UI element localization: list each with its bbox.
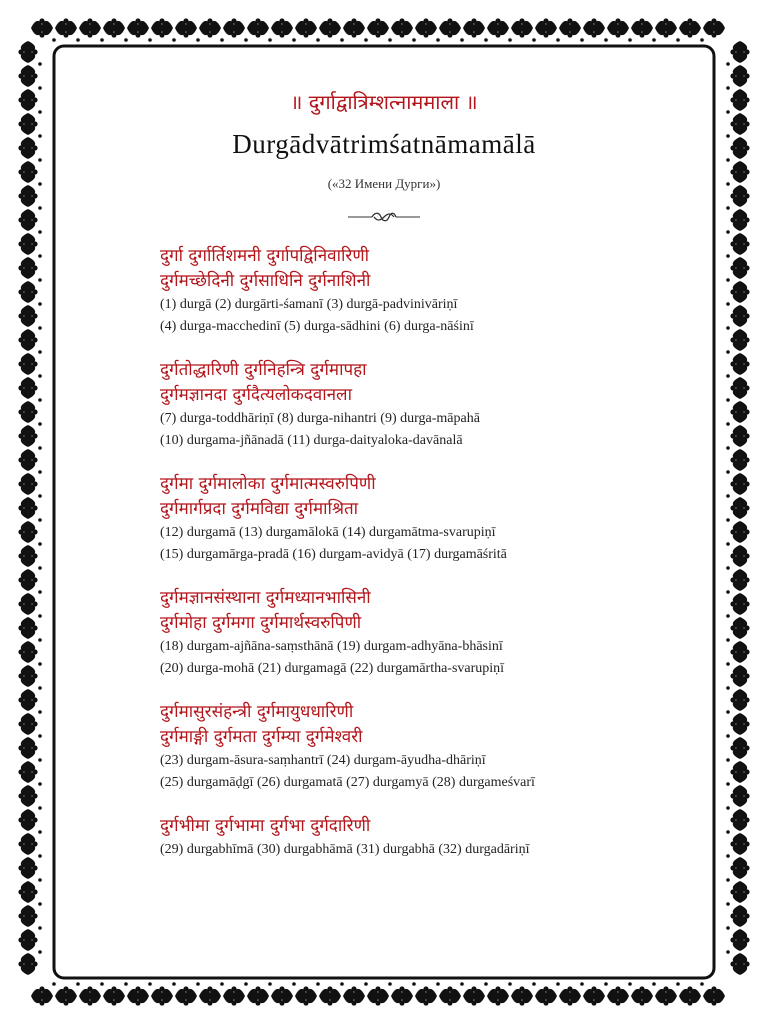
border-dot <box>726 806 730 810</box>
border-motif <box>730 305 749 327</box>
border-dot <box>316 982 320 986</box>
border-dot <box>268 982 272 986</box>
verse-transliteration-line: (1) durgā (2) durgārti-śamanī (3) durgā-padvinivāriṇī <box>160 297 458 312</box>
border-dot <box>316 38 320 42</box>
border-dot <box>412 38 416 42</box>
border-motif <box>439 986 461 1005</box>
border-motif <box>730 545 749 567</box>
border-motif <box>18 497 37 519</box>
border-dot <box>700 982 704 986</box>
border-motif <box>18 281 37 303</box>
border-dot <box>38 590 42 594</box>
border-dot <box>38 878 42 882</box>
border-dot <box>340 982 344 986</box>
border-dot <box>676 982 680 986</box>
verse-transliteration-line: (29) durgabhīmā (30) durgabhāmā (31) durgabhā (32) durgadāriṇī <box>160 842 530 857</box>
border-dot <box>38 374 42 378</box>
border-motif <box>295 18 317 37</box>
border-motif <box>730 281 749 303</box>
border-motif <box>391 18 413 37</box>
border-motif <box>319 18 341 37</box>
title-devanagari: ॥ दुर्गाद्वात्रिम्शत्नाममाला ॥ <box>290 90 478 114</box>
border-motif <box>247 986 269 1005</box>
border-dot <box>556 982 560 986</box>
border-motif <box>127 986 149 1005</box>
border-dot <box>148 38 152 42</box>
border-motif <box>631 18 653 37</box>
border-dot <box>726 662 730 666</box>
border-dot <box>726 230 730 234</box>
verse-block <box>160 814 720 861</box>
border-motif <box>271 986 293 1005</box>
border-dot <box>532 982 536 986</box>
border-motif <box>730 953 749 975</box>
border-motif <box>703 18 725 37</box>
border-dot <box>726 422 730 426</box>
border-motif <box>655 986 677 1005</box>
border-motif <box>730 449 749 471</box>
border-motif <box>18 377 37 399</box>
border-motif <box>679 18 701 37</box>
border-motif <box>18 473 37 495</box>
border-dot <box>628 982 632 986</box>
verse-block <box>160 700 720 794</box>
border-dot <box>124 38 128 42</box>
border-dot <box>532 38 536 42</box>
border-motif <box>18 785 37 807</box>
border-dot <box>38 566 42 570</box>
border-dot <box>726 926 730 930</box>
border-dot <box>76 38 80 42</box>
border-dot <box>38 830 42 834</box>
border-dot <box>604 982 608 986</box>
border-motif <box>730 353 749 375</box>
border-dot <box>244 38 248 42</box>
border-dot <box>196 38 200 42</box>
border-dot <box>726 494 730 498</box>
border-dot <box>676 38 680 42</box>
border-motif <box>730 209 749 231</box>
verse-devanagari-line: दुर्गमच्छेदिनी दुर्गसाधिनि दुर्गनाशिनी <box>160 271 371 291</box>
verse-block <box>160 244 720 338</box>
border-motif <box>103 18 125 37</box>
border-motif <box>18 881 37 903</box>
border-dot <box>436 982 440 986</box>
border-dot <box>652 38 656 42</box>
border-motif <box>535 986 557 1005</box>
border-motif <box>18 41 37 63</box>
border-dot <box>726 350 730 354</box>
border-dot <box>100 982 104 986</box>
border-dot <box>364 982 368 986</box>
border-dot <box>38 806 42 810</box>
border-motif <box>199 18 221 37</box>
border-dot <box>726 374 730 378</box>
border-motif <box>55 18 77 37</box>
border-dot <box>460 982 464 986</box>
border-motif <box>367 986 389 1005</box>
verse-transliteration-line: (15) durgamārga-pradā (16) durgam-avidyā (17) durgamāśritā <box>160 547 507 562</box>
border-motif <box>127 18 149 37</box>
verse-transliteration-line: (25) durgamāḍgī (26) durgamatā (27) durgamyā (28) durgameśvarī <box>160 775 535 790</box>
border-motif <box>103 986 125 1005</box>
border-dot <box>484 38 488 42</box>
border-motif <box>655 18 677 37</box>
border-dot <box>38 302 42 306</box>
border-motif <box>439 18 461 37</box>
border-motif <box>18 401 37 423</box>
border-dot <box>38 950 42 954</box>
border-motif <box>607 986 629 1005</box>
border-motif <box>18 329 37 351</box>
border-motif <box>79 986 101 1005</box>
border-dot <box>700 38 704 42</box>
border-dot <box>38 422 42 426</box>
border-dot <box>220 982 224 986</box>
border-motif <box>730 905 749 927</box>
border-motif <box>730 521 749 543</box>
border-motif <box>18 449 37 471</box>
border-dot <box>726 902 730 906</box>
border-dot <box>172 38 176 42</box>
border-motif <box>18 857 37 879</box>
border-motif <box>730 689 749 711</box>
border-dot <box>38 62 42 66</box>
verse-devanagari-line: दुर्गभीमा दुर्गभामा दुर्गभा दुर्गदारिणी <box>160 816 371 836</box>
border-motif <box>730 665 749 687</box>
border-motif <box>18 689 37 711</box>
border-motif <box>18 569 37 591</box>
border-dot <box>726 590 730 594</box>
border-motif <box>18 665 37 687</box>
border-motif <box>295 986 317 1005</box>
border-dot <box>38 758 42 762</box>
border-dot <box>726 710 730 714</box>
border-motif <box>18 809 37 831</box>
border-motif <box>487 18 509 37</box>
verse-devanagari-line: दुर्गमासुरसंहन्त्री दुर्गमायुधधारिणी <box>160 702 354 722</box>
border-dot <box>38 206 42 210</box>
border-motif <box>199 986 221 1005</box>
verse-list <box>160 244 720 861</box>
border-motif <box>18 641 37 663</box>
border-dot <box>38 782 42 786</box>
border-dot <box>38 926 42 930</box>
border-motif <box>18 761 37 783</box>
border-motif <box>730 617 749 639</box>
verse-devanagari-line: दुर्गा दुर्गार्तिशमनी दुर्गापद्विनिवारिणी <box>160 246 370 266</box>
border-motif <box>223 986 245 1005</box>
border-dot <box>484 982 488 986</box>
border-dot <box>292 38 296 42</box>
border-dot <box>726 206 730 210</box>
border-motif <box>18 65 37 87</box>
border-motif <box>730 425 749 447</box>
border-dot <box>100 38 104 42</box>
border-dot <box>38 494 42 498</box>
border-motif <box>18 233 37 255</box>
border-dot <box>508 982 512 986</box>
subtitle: («32 Имени Дурги») <box>327 176 441 191</box>
border-motif <box>18 521 37 543</box>
border-motif <box>247 18 269 37</box>
border-motif <box>730 569 749 591</box>
border-dot <box>196 982 200 986</box>
border-dot <box>726 446 730 450</box>
border-motif <box>18 425 37 447</box>
verse-devanagari-line: दुर्गमज्ञानसंस्थाना दुर्गमध्यानभासिनी <box>160 588 371 608</box>
border-dot <box>726 302 730 306</box>
border-dot <box>38 662 42 666</box>
border-motif <box>730 737 749 759</box>
border-motif <box>730 761 749 783</box>
border-dot <box>38 542 42 546</box>
border-dot <box>726 950 730 954</box>
border-motif <box>18 929 37 951</box>
border-dot <box>52 982 56 986</box>
border-motif <box>535 18 557 37</box>
border-dot <box>148 982 152 986</box>
border-motif <box>583 18 605 37</box>
flourish-divider-icon <box>348 210 420 224</box>
border-motif <box>730 65 749 87</box>
border-motif <box>631 986 653 1005</box>
verse-transliteration-line: (7) durga-toddhāriṇī (8) durga-nihantri (9) durga-māpahā <box>160 411 480 426</box>
border-motif <box>730 593 749 615</box>
border-dot <box>726 782 730 786</box>
border-dot <box>38 326 42 330</box>
border-dot <box>726 470 730 474</box>
border-dot <box>388 982 392 986</box>
border-dot <box>38 638 42 642</box>
border-motif <box>730 713 749 735</box>
border-motif <box>730 881 749 903</box>
border-motif <box>415 986 437 1005</box>
border-dot <box>38 686 42 690</box>
border-motif <box>271 18 293 37</box>
border-motif <box>18 545 37 567</box>
border-dot <box>38 398 42 402</box>
border-motif <box>223 18 245 37</box>
border-motif <box>175 986 197 1005</box>
border-motif <box>703 986 725 1005</box>
border-dot <box>292 982 296 986</box>
border-dot <box>726 614 730 618</box>
verse-devanagari-line: दुर्गमज्ञानदा दुर्गदैत्यलोकदवानला <box>160 385 352 405</box>
border-dot <box>38 278 42 282</box>
border-motif <box>463 18 485 37</box>
border-motif <box>31 18 53 37</box>
border-motif <box>730 809 749 831</box>
border-motif <box>55 986 77 1005</box>
border-dot <box>38 902 42 906</box>
border-dot <box>652 982 656 986</box>
verse-block <box>160 472 720 566</box>
border-dot <box>726 62 730 66</box>
border-dot <box>220 38 224 42</box>
border-motif <box>730 641 749 663</box>
border-motif <box>463 986 485 1005</box>
border-motif <box>730 329 749 351</box>
border-dot <box>38 350 42 354</box>
border-motif <box>18 905 37 927</box>
border-dot <box>726 254 730 258</box>
border-dot <box>726 830 730 834</box>
border-dot <box>38 614 42 618</box>
border-dot <box>556 38 560 42</box>
border-dot <box>52 38 56 42</box>
border-motif <box>730 857 749 879</box>
border-motif <box>18 209 37 231</box>
border-motif <box>730 41 749 63</box>
border-dot <box>38 230 42 234</box>
border-dot <box>628 38 632 42</box>
verse-transliteration-line: (18) durgam-ajñāna-saṃsthānā (19) durgam-adhyāna-bhāsinī <box>160 639 503 654</box>
border-dot <box>580 982 584 986</box>
border-dot <box>124 982 128 986</box>
border-dot <box>38 734 42 738</box>
border-motif <box>730 257 749 279</box>
border-motif <box>583 986 605 1005</box>
border-motif <box>151 18 173 37</box>
border-dot <box>726 878 730 882</box>
border-dot <box>38 446 42 450</box>
border-motif <box>79 18 101 37</box>
border-dot <box>726 566 730 570</box>
border-motif <box>18 617 37 639</box>
border-motif <box>559 986 581 1005</box>
verse-transliteration-line: (10) durgama-jñānadā (11) durga-daityaloka-davānalā <box>160 433 463 448</box>
border-dot <box>172 982 176 986</box>
border-dot <box>76 982 80 986</box>
border-dot <box>726 278 730 282</box>
border-dot <box>726 326 730 330</box>
border-motif <box>175 18 197 37</box>
border-motif <box>730 833 749 855</box>
border-motif <box>607 18 629 37</box>
border-dot <box>244 982 248 986</box>
border-dot <box>38 518 42 522</box>
border-motif <box>367 18 389 37</box>
border-motif <box>18 833 37 855</box>
border-dot <box>508 38 512 42</box>
border-motif <box>511 986 533 1005</box>
border-dot <box>726 734 730 738</box>
verse-transliteration-line: (4) durga-macchedinī (5) durga-sādhini (6) durga-nāśinī <box>160 319 474 334</box>
border-dot <box>38 710 42 714</box>
border-motif <box>343 986 365 1005</box>
border-motif <box>18 257 37 279</box>
verse-devanagari-line: दुर्गमा दुर्गमालोका दुर्गमात्मस्वरुपिणी <box>160 474 376 494</box>
border-dot <box>268 38 272 42</box>
border-motif <box>730 497 749 519</box>
border-dot <box>726 686 730 690</box>
border-dot <box>726 854 730 858</box>
border-motif <box>18 953 37 975</box>
border-motif <box>730 473 749 495</box>
border-dot <box>38 470 42 474</box>
border-motif <box>487 986 509 1005</box>
border-motif <box>18 737 37 759</box>
border-dot <box>726 638 730 642</box>
border-dot <box>726 518 730 522</box>
border-dot <box>340 38 344 42</box>
verse-devanagari-line: दुर्गमाङ्गी दुर्गमता दुर्गम्या दुर्गमेश्वरी <box>160 727 363 747</box>
border-dot <box>38 254 42 258</box>
border-dot <box>580 38 584 42</box>
border-motif <box>415 18 437 37</box>
border-motif <box>151 986 173 1005</box>
border-dot <box>726 398 730 402</box>
verse-transliteration-line: (20) durga-mohā (21) durgamagā (22) durgamārtha-svarupiṇī <box>160 661 505 676</box>
border-motif <box>31 986 53 1005</box>
border-motif <box>730 401 749 423</box>
verse-devanagari-line: दुर्गमार्गप्रदा दुर्गमविद्या दुर्गमाश्रिता <box>160 499 359 519</box>
verse-transliteration-line: (23) durgam-āsura-saṃhantrī (24) durgam-āyudha-dhāriṇī <box>160 753 486 768</box>
page-content <box>160 88 720 881</box>
border-motif <box>511 18 533 37</box>
border-motif <box>18 713 37 735</box>
border-dot <box>460 38 464 42</box>
border-dot <box>364 38 368 42</box>
border-motif <box>679 986 701 1005</box>
border-dot <box>726 542 730 546</box>
border-motif <box>343 18 365 37</box>
title-latin: Durgādvātrimśatnāmamālā <box>232 129 536 159</box>
verse-devanagari-line: दुर्गतोद्धारिणी दुर्गनिहन्त्रि दुर्गमापहा <box>160 360 367 380</box>
border-motif <box>559 18 581 37</box>
border-motif <box>18 305 37 327</box>
border-motif <box>319 986 341 1005</box>
verse-devanagari-line: दुर्गमोहा दुर्गमगा दुर्गमार्थस्वरुपिणी <box>160 613 362 633</box>
border-dot <box>726 758 730 762</box>
border-dot <box>388 38 392 42</box>
border-motif <box>730 377 749 399</box>
border-motif <box>730 785 749 807</box>
border-motif <box>18 593 37 615</box>
border-dot <box>604 38 608 42</box>
verse-transliteration-line: (12) durgamā (13) durgamālokā (14) durgamātma-svarupiṇī <box>160 525 496 540</box>
border-motif <box>18 353 37 375</box>
border-motif <box>730 929 749 951</box>
border-dot <box>436 38 440 42</box>
border-dot <box>38 854 42 858</box>
border-dot <box>412 982 416 986</box>
verse-block <box>160 586 720 680</box>
border-motif <box>730 233 749 255</box>
verse-block <box>160 358 720 452</box>
border-motif <box>391 986 413 1005</box>
